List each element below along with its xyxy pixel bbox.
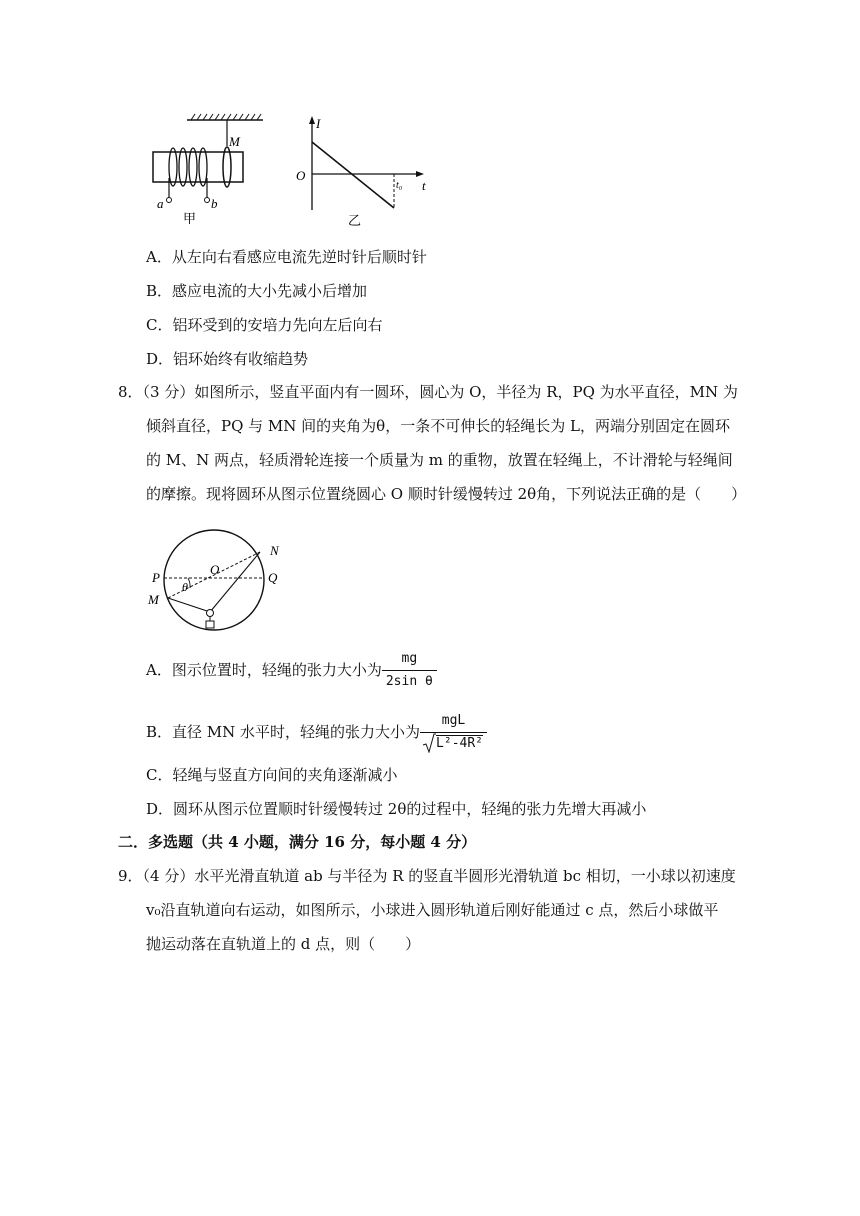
caption-jia: 甲 <box>183 212 197 224</box>
label-P: P <box>152 570 160 585</box>
figure-yi <box>292 114 432 226</box>
axis-I: I <box>316 116 321 131</box>
label-b: b <box>211 196 218 211</box>
q8-option-b-text: B．直径 MN 水平时，轻绳的张力大小为 <box>146 723 421 741</box>
origin-O: O <box>296 168 306 183</box>
figure-circle <box>146 528 291 636</box>
q9-stem-line3: 抛运动落在直轨道上的 d 点，则（ ） <box>146 935 421 953</box>
q8-option-b <box>146 712 487 752</box>
tick-t0: t₀ <box>396 180 403 191</box>
q9-stem-line2: v₀沿直轨道向右运动，如图所示，小球进入圆形轨道后刚好能通过 c 点，然后小球做平 <box>146 901 719 919</box>
q8-stem-line3: 的 M、N 两点，轻质滑轮连接一个质量为 m 的重物，放置在轻绳上，不计滑轮与轻绳间 <box>146 451 733 469</box>
sqrt-icon <box>422 733 436 753</box>
section-heading: 二．多选题（共 4 小题，满分 16 分，每小题 4 分） <box>118 833 477 851</box>
q7-option-a: A．从左向右看感应电流先逆时针后顺时针 <box>146 248 427 266</box>
fraction-a <box>382 649 437 692</box>
fraction-a-denominator: 2sin θ <box>382 670 437 692</box>
q7-option-c: C．铝环受到的安培力先向左后向右 <box>146 316 383 334</box>
q8-stem-line4: 的摩擦。现将圆环从图示位置绕圆心 O 顺时针缓慢转过 2θ角，下列说法正确的是（ ） <box>146 485 747 503</box>
q8-option-a-text: A．图示位置时，轻绳的张力大小为 <box>146 661 382 679</box>
fraction-b-denominator <box>420 732 487 754</box>
label-M: M <box>229 134 240 149</box>
fraction-b-radicand: L²-4R² <box>436 735 484 751</box>
q8-option-c: C．轻绳与竖直方向间的夹角逐渐减小 <box>146 766 398 784</box>
q8-option-a <box>146 652 437 688</box>
label-M: M <box>148 592 159 607</box>
q9-stem-line1: 9．（4 分）水平光滑直轨道 ab 与半径为 R 的竖直半圆形光滑轨道 bc 相切，一小球以初速度 <box>118 867 736 885</box>
label-O: O <box>210 562 220 577</box>
q8-stem-line2: 倾斜直径，PQ 与 MN 间的夹角为θ，一条不可伸长的轻绳长为 L，两端分别固定在圆环 <box>146 417 730 435</box>
figure-jia <box>145 112 270 224</box>
label-theta: θ <box>182 580 188 594</box>
label-a: a <box>157 196 164 211</box>
fraction-b-numerator: mgL <box>441 712 466 728</box>
label-N: N <box>270 543 279 558</box>
q8-option-d: D．圆环从图示位置顺时针缓慢转过 2θ的过程中，轻绳的张力先增大再减小 <box>146 800 647 818</box>
q8-stem-line1: 8．（3 分）如图所示，竖直平面内有一圆环，圆心为 O，半径为 R，PQ 为水平直径，MN 为 <box>118 383 738 401</box>
label-Q: Q <box>268 570 278 585</box>
fraction-a-numerator: mg <box>401 650 418 666</box>
caption-yi: 乙 <box>348 214 362 226</box>
q7-option-d: D．铝环始终有收缩趋势 <box>146 350 309 368</box>
q7-option-b: B．感应电流的大小先减小后增加 <box>146 282 368 300</box>
axis-t: t <box>422 178 426 193</box>
fraction-b <box>420 711 487 754</box>
